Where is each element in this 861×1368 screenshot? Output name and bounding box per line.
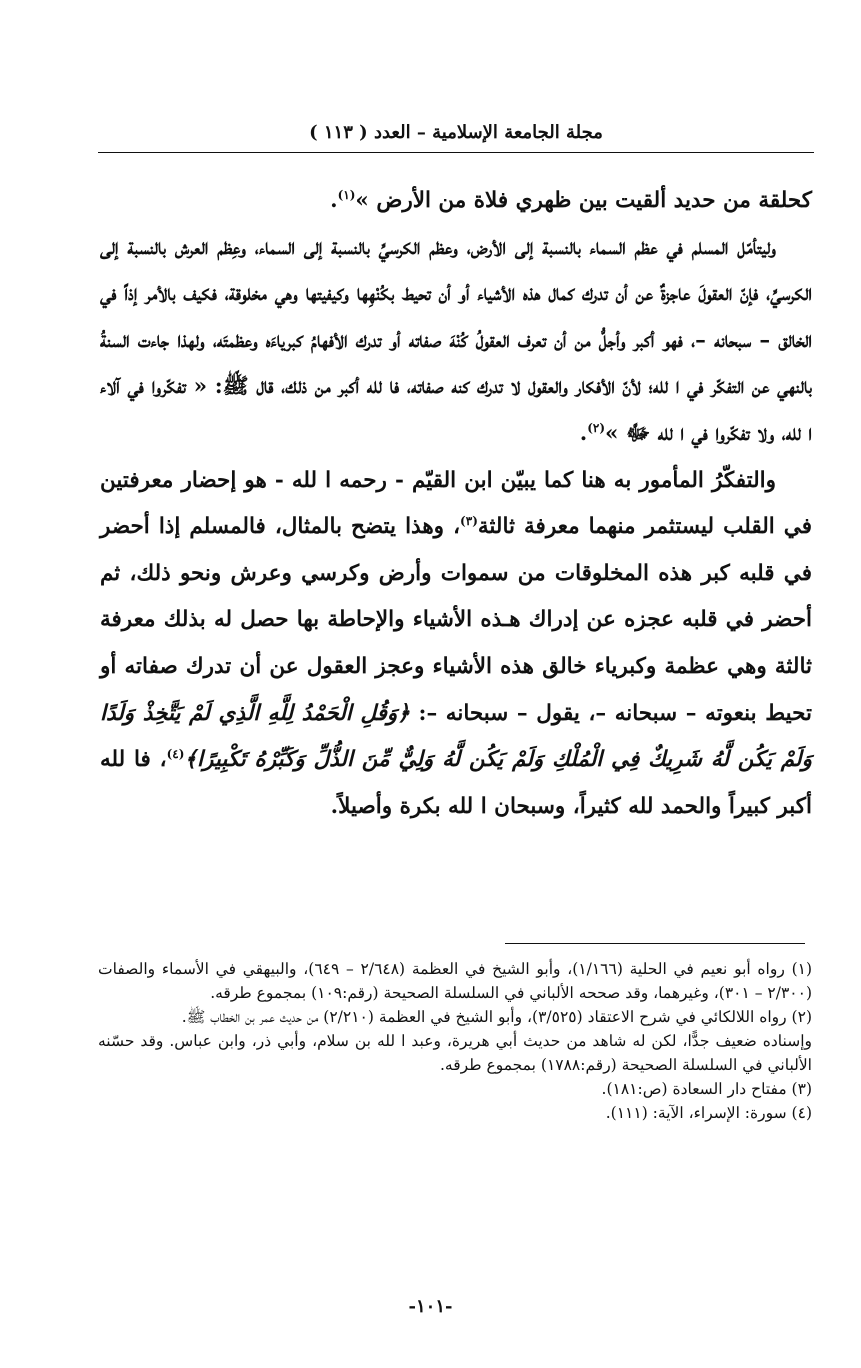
footnotes [98, 957, 812, 1125]
paragraph-3-text-3: ، فا لله أكبر كبيراً والحمد لله كثيراً، وسبحان ا لله بكرة وأصيلاً. [100, 747, 812, 819]
paragraph-3-text-2: ، وهذا يتضح بالمثال، فالمسلم إذا أحضر في قلبه كبر هذه المخلوقات من سموات وأرض وكرسي وعرش ونحو ذلك، ثم أحضر في قلبه عجزه عن إدراك هـذه الأشياء والإحاطة بها حصل له بذلك معرفة ثالثة وهي عظمة وكبرياء خالق هذه الأشياء وعجز العقول عن أن تدرك صفاته أو تحيط بنعوته – سبحانه –، يقول – سبحانه –: [100, 514, 813, 726]
paragraph-2-text: وليتأمّل المسلم في عظم السماء بالنسبة إلى الأرض، وعظم الكرسيِّ بالنسبة إلى السماء، وعِظم العرش بالنسبة إلى الكرسيِّ، فإنّ العقولَ عاجزةٌ عن أن تدرك كمال هذه الأشياء أو أن تحيط بكُنْهِها وكيفيتها وهي مخلوقة، فكيف بالأمر إذاً في الخالق – سبحانه –، فهو أكبر وأجلُّ من أن تعرف العقولُ كُنْهَ صفاته أو تدرك الأفهامُ كبرياءَه وعظمتَه، ولهذا جاءت السنةُ بالنهي عن التفكّر في ا لله؛ لأنّ الأفكار والعقول لا تدرك كنه صفاته، فا لله أكبر من ذلك، قال ﷺ: « تفكّروا في آلاء ا لله، ولا تفكّروا في ا لله ﷻ » [100, 234, 812, 446]
footnote-2: (٢) رواه اللالكائي في شرح الاعتقاد (٣/٥٢٥)، وأبو الشيخ في العظمة (٢/٢١٠) من حديث عمر بن الخطاب ﷺ. [181, 1008, 812, 1026]
paragraph-3-text: والتفكّرُ المأمور به هنا كما يبيّن ابن القيّم - رحمه ا لله - هو إحضار معرفتين في القلب ليستثمر منهما معرفة ثالثة [100, 467, 812, 540]
footnote-ref-4: (٤) [166, 746, 185, 761]
footnote-3: (٣) مفتاح دار السعادة (ص:١٨١). [601, 1080, 812, 1098]
footnote-2-continued: وإسناده ضعيف جدًّا، لكن له شاهد من حديث أبي هريرة، وعبد ا لله بن سلام، وأبي ذر، وابن عباس. وقد حسّنه الألباني في السلسلة الصحيحة (رقم:١٧٨٨) بمجموع طرقه. [98, 1032, 812, 1074]
footnote-divider [505, 943, 805, 944]
quran-verse: ﴿وَقُلِ الْحَمْدُ لِلَّهِ الَّذِي لَمْ يَتَّخِذْ وَلَدًا وَلَمْ يَكُن لَّهُ شَرِيكٌ فِي الْمُلْكِ وَلَمْ يَكُن لَّهُ وَلِيٌّ مِّنَ الذُّلِّ وَكَبِّرْهُ تَكْبِيرًا﴾ [100, 700, 812, 773]
footnote-4: (٤) سورة: الإسراء، الآية: (١١١). [605, 1104, 812, 1122]
paragraph-3 [100, 458, 812, 831]
paragraph-1 [100, 178, 812, 225]
main-text [100, 178, 812, 830]
header-divider [98, 152, 814, 153]
paragraph-1-end: . [330, 188, 338, 213]
paragraph-2 [100, 225, 812, 458]
footnote-ref-3: (٣) [460, 514, 478, 528]
paragraph-1-text: كحلقة من حديد ألقيت بين ظهري فلاة من الأرض » [355, 188, 812, 213]
footnote-1: (١) رواه أبو نعيم في الحلية (١/١٦٦)، وأبو الشيخ في العظمة (٢/٦٤٨ – ٦٤٩)، والبيهقي في الأسماء والصفات (٢/٣٠٠ – ٣٠١)، وغيرهما، وقد صححه الألباني في السلسلة الصحيحة (رقم:١٠٩) بمجموع طرقه. [98, 960, 813, 1002]
footnote-ref-1: (١) [337, 187, 356, 202]
running-header: مجلة الجامعة الإسلامية – العدد ( ١١٣ ) [309, 122, 603, 143]
page-number: -١٠١- [408, 1296, 453, 1317]
paragraph-2-end: . [579, 420, 588, 446]
footnote-ref-2: (٢) [587, 420, 606, 435]
